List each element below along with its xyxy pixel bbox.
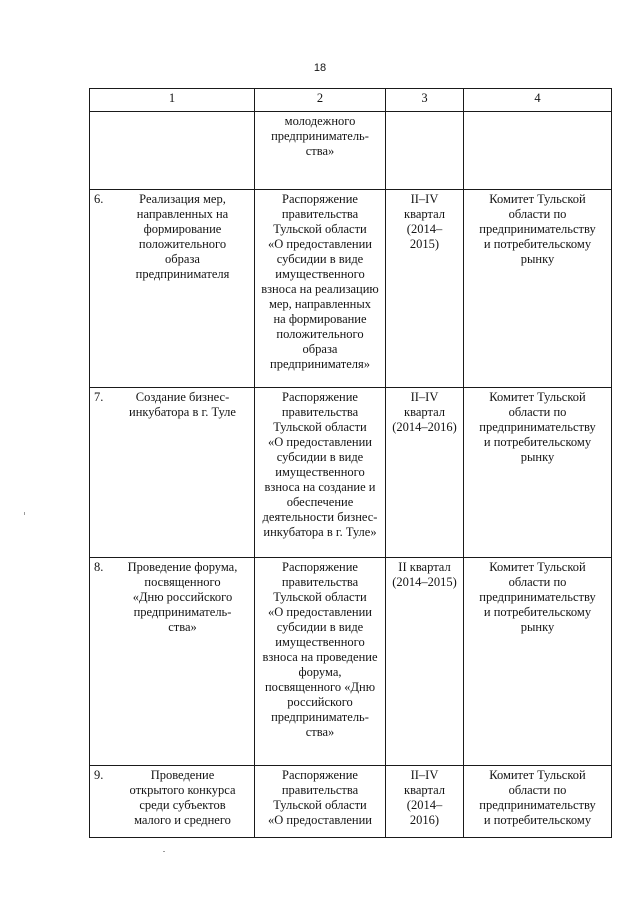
- text-line: положительного: [276, 327, 364, 341]
- text-line: Тульской области: [273, 222, 367, 236]
- text-line: (2014–2016): [392, 420, 457, 434]
- text-line: посвященного: [144, 575, 221, 589]
- row-number: 6.: [94, 192, 104, 206]
- measures-table: [89, 88, 612, 838]
- scan-mark: [163, 851, 165, 852]
- text-line: инкубатора в г. Туле»: [263, 525, 377, 539]
- executor-cell: [464, 388, 612, 558]
- text-line: Тульской области: [273, 590, 367, 604]
- text-line: рынку: [520, 620, 555, 634]
- text-line: формирование: [143, 222, 222, 236]
- text-line: правительства: [281, 575, 359, 589]
- measure-title: [118, 192, 253, 282]
- text-line: квартал: [404, 405, 445, 419]
- text-line: 2016): [409, 813, 440, 827]
- text-line: квартал: [404, 207, 445, 221]
- column-header: 4: [464, 89, 612, 112]
- text-line: области по: [508, 575, 567, 589]
- row-number: 8.: [94, 560, 104, 574]
- text-line: предприниматель-: [133, 605, 232, 619]
- text-line: (2014–: [406, 222, 443, 236]
- text-line: Комитет Тульской: [489, 192, 586, 206]
- text-line: субсидии в виде: [276, 450, 364, 464]
- text-line: «Дню российского: [132, 590, 233, 604]
- text-line: субсидии в виде: [276, 252, 364, 266]
- text-line: Распоряжение: [282, 390, 358, 404]
- text-line: предпринимателя: [135, 267, 230, 281]
- text-line: II–IV: [410, 192, 439, 206]
- text-line: открытого конкурса: [129, 783, 236, 797]
- measure-cell: [90, 388, 255, 558]
- measure-cell: [90, 190, 255, 388]
- text-line: Проведение: [150, 768, 215, 782]
- text-line: положительного: [138, 237, 227, 251]
- measure-title: [118, 768, 253, 828]
- text-line: Распоряжение: [282, 192, 358, 206]
- text-line: Комитет Тульской: [489, 560, 586, 574]
- text-line: на формирование: [273, 312, 367, 326]
- text-line: Комитет Тульской: [489, 390, 586, 404]
- text-line: «О предоставлении: [268, 435, 372, 449]
- text-line: предпринимательству: [479, 420, 596, 434]
- text-line: и потребительскому: [483, 237, 592, 251]
- text-line: форума,: [298, 665, 342, 679]
- table-body: [90, 190, 612, 838]
- text-line: «О предоставлении: [268, 605, 372, 619]
- period-cell: [386, 766, 464, 838]
- page-number: 18: [313, 62, 327, 74]
- text-line: «О предоставлении: [268, 237, 372, 251]
- measure-cell-content: [91, 192, 253, 282]
- column-header: 1: [90, 89, 255, 112]
- text-line: Тульской области: [273, 420, 367, 434]
- period-cell: [386, 388, 464, 558]
- table-row: [90, 388, 612, 558]
- text-line: Распоряжение: [282, 560, 358, 574]
- document-cell: [255, 190, 386, 388]
- text-line: (2014–2015): [392, 575, 457, 589]
- period-cell: [386, 190, 464, 388]
- table-row: [90, 766, 612, 838]
- text-line: предпринимателя»: [270, 357, 370, 371]
- measure-cell-content: [91, 560, 253, 635]
- continuation-cell-3: [386, 112, 464, 190]
- text-line: и потребительскому: [483, 605, 592, 619]
- text-line: образа: [302, 342, 338, 356]
- text-line: ства»: [168, 620, 197, 634]
- text-line: Создание бизнес-: [135, 390, 230, 404]
- continuation-cell-1: [90, 112, 255, 190]
- text-line: предпринимательству: [479, 798, 596, 812]
- measure-cell-content: [91, 390, 253, 420]
- text-line: рынку: [520, 252, 555, 266]
- measure-cell: [90, 766, 255, 838]
- text-line: предприниматель-: [271, 129, 369, 143]
- text-line: предпринимательству: [479, 222, 596, 236]
- text-line: инкубатора в г. Туле: [129, 405, 236, 419]
- text-line: (2014–: [406, 798, 443, 812]
- text-line: ства»: [305, 725, 335, 739]
- text-line: правительства: [281, 405, 359, 419]
- text-line: субсидии в виде: [276, 620, 364, 634]
- row-number: 9.: [94, 768, 104, 782]
- text-line: взноса на проведение: [262, 650, 378, 664]
- table-row: [90, 558, 612, 766]
- measure-title: [118, 390, 253, 420]
- text-line: деятельности бизнес-: [262, 510, 378, 524]
- text-line: Распоряжение: [282, 768, 358, 782]
- text-line: среди субъектов: [139, 798, 226, 812]
- text-line: малого и среднего: [134, 813, 231, 827]
- text-line: правительства: [281, 783, 359, 797]
- scan-mark: [24, 512, 25, 515]
- text-line: взноса на реализацию: [261, 282, 379, 296]
- text-line: Реализация мер,: [139, 192, 226, 206]
- row-number: 7.: [94, 390, 104, 404]
- text-line: рынку: [520, 450, 555, 464]
- table-header-row: [90, 89, 612, 112]
- text-line: обеспечение: [286, 495, 354, 509]
- executor-cell: [464, 558, 612, 766]
- text-line: ства»: [305, 144, 335, 158]
- text-line: имущественного: [275, 267, 365, 281]
- text-line: области по: [508, 207, 567, 221]
- text-line: предпринимательству: [479, 590, 596, 604]
- text-line: предприниматель-: [271, 710, 369, 724]
- document-cell: [255, 766, 386, 838]
- text-line: взноса на создание и: [264, 480, 376, 494]
- text-line: мер, направленных: [268, 297, 372, 311]
- text-line: и потребительскому: [483, 813, 592, 827]
- text-line: области по: [508, 783, 567, 797]
- text-line: Тульской области: [273, 798, 367, 812]
- text-line: имущественного: [275, 465, 365, 479]
- measure-cell-content: [91, 768, 253, 828]
- executor-cell: [464, 766, 612, 838]
- text-line: направленных на: [136, 207, 229, 221]
- document-cell: [255, 388, 386, 558]
- text-line: молодежного: [284, 114, 356, 128]
- text-line: 2015): [409, 237, 440, 251]
- text-line: квартал: [404, 783, 445, 797]
- text-line: II–IV: [410, 390, 439, 404]
- period-cell: [386, 558, 464, 766]
- continuation-cell-4: [464, 112, 612, 190]
- document-cell: [255, 558, 386, 766]
- text-line: российского: [287, 695, 353, 709]
- text-line: Комитет Тульской: [489, 768, 586, 782]
- column-header: 2: [255, 89, 386, 112]
- column-header: 3: [386, 89, 464, 112]
- executor-cell: [464, 190, 612, 388]
- text-line: образа: [165, 252, 200, 266]
- text-line: посвященного «Дню: [264, 680, 376, 694]
- text-line: правительства: [281, 207, 359, 221]
- measure-cell: [90, 558, 255, 766]
- text-line: имущественного: [275, 635, 365, 649]
- continuation-document-cell: [255, 112, 386, 190]
- text-line: II–IV: [410, 768, 439, 782]
- continuation-row: [90, 112, 612, 190]
- table-row: [90, 190, 612, 388]
- text-line: и потребительскому: [483, 435, 592, 449]
- text-line: II квартал: [398, 560, 451, 574]
- text-line: «О предоставлении: [268, 813, 372, 827]
- text-line: области по: [508, 405, 567, 419]
- measure-title: [118, 560, 253, 635]
- text-line: Проведение форума,: [127, 560, 238, 574]
